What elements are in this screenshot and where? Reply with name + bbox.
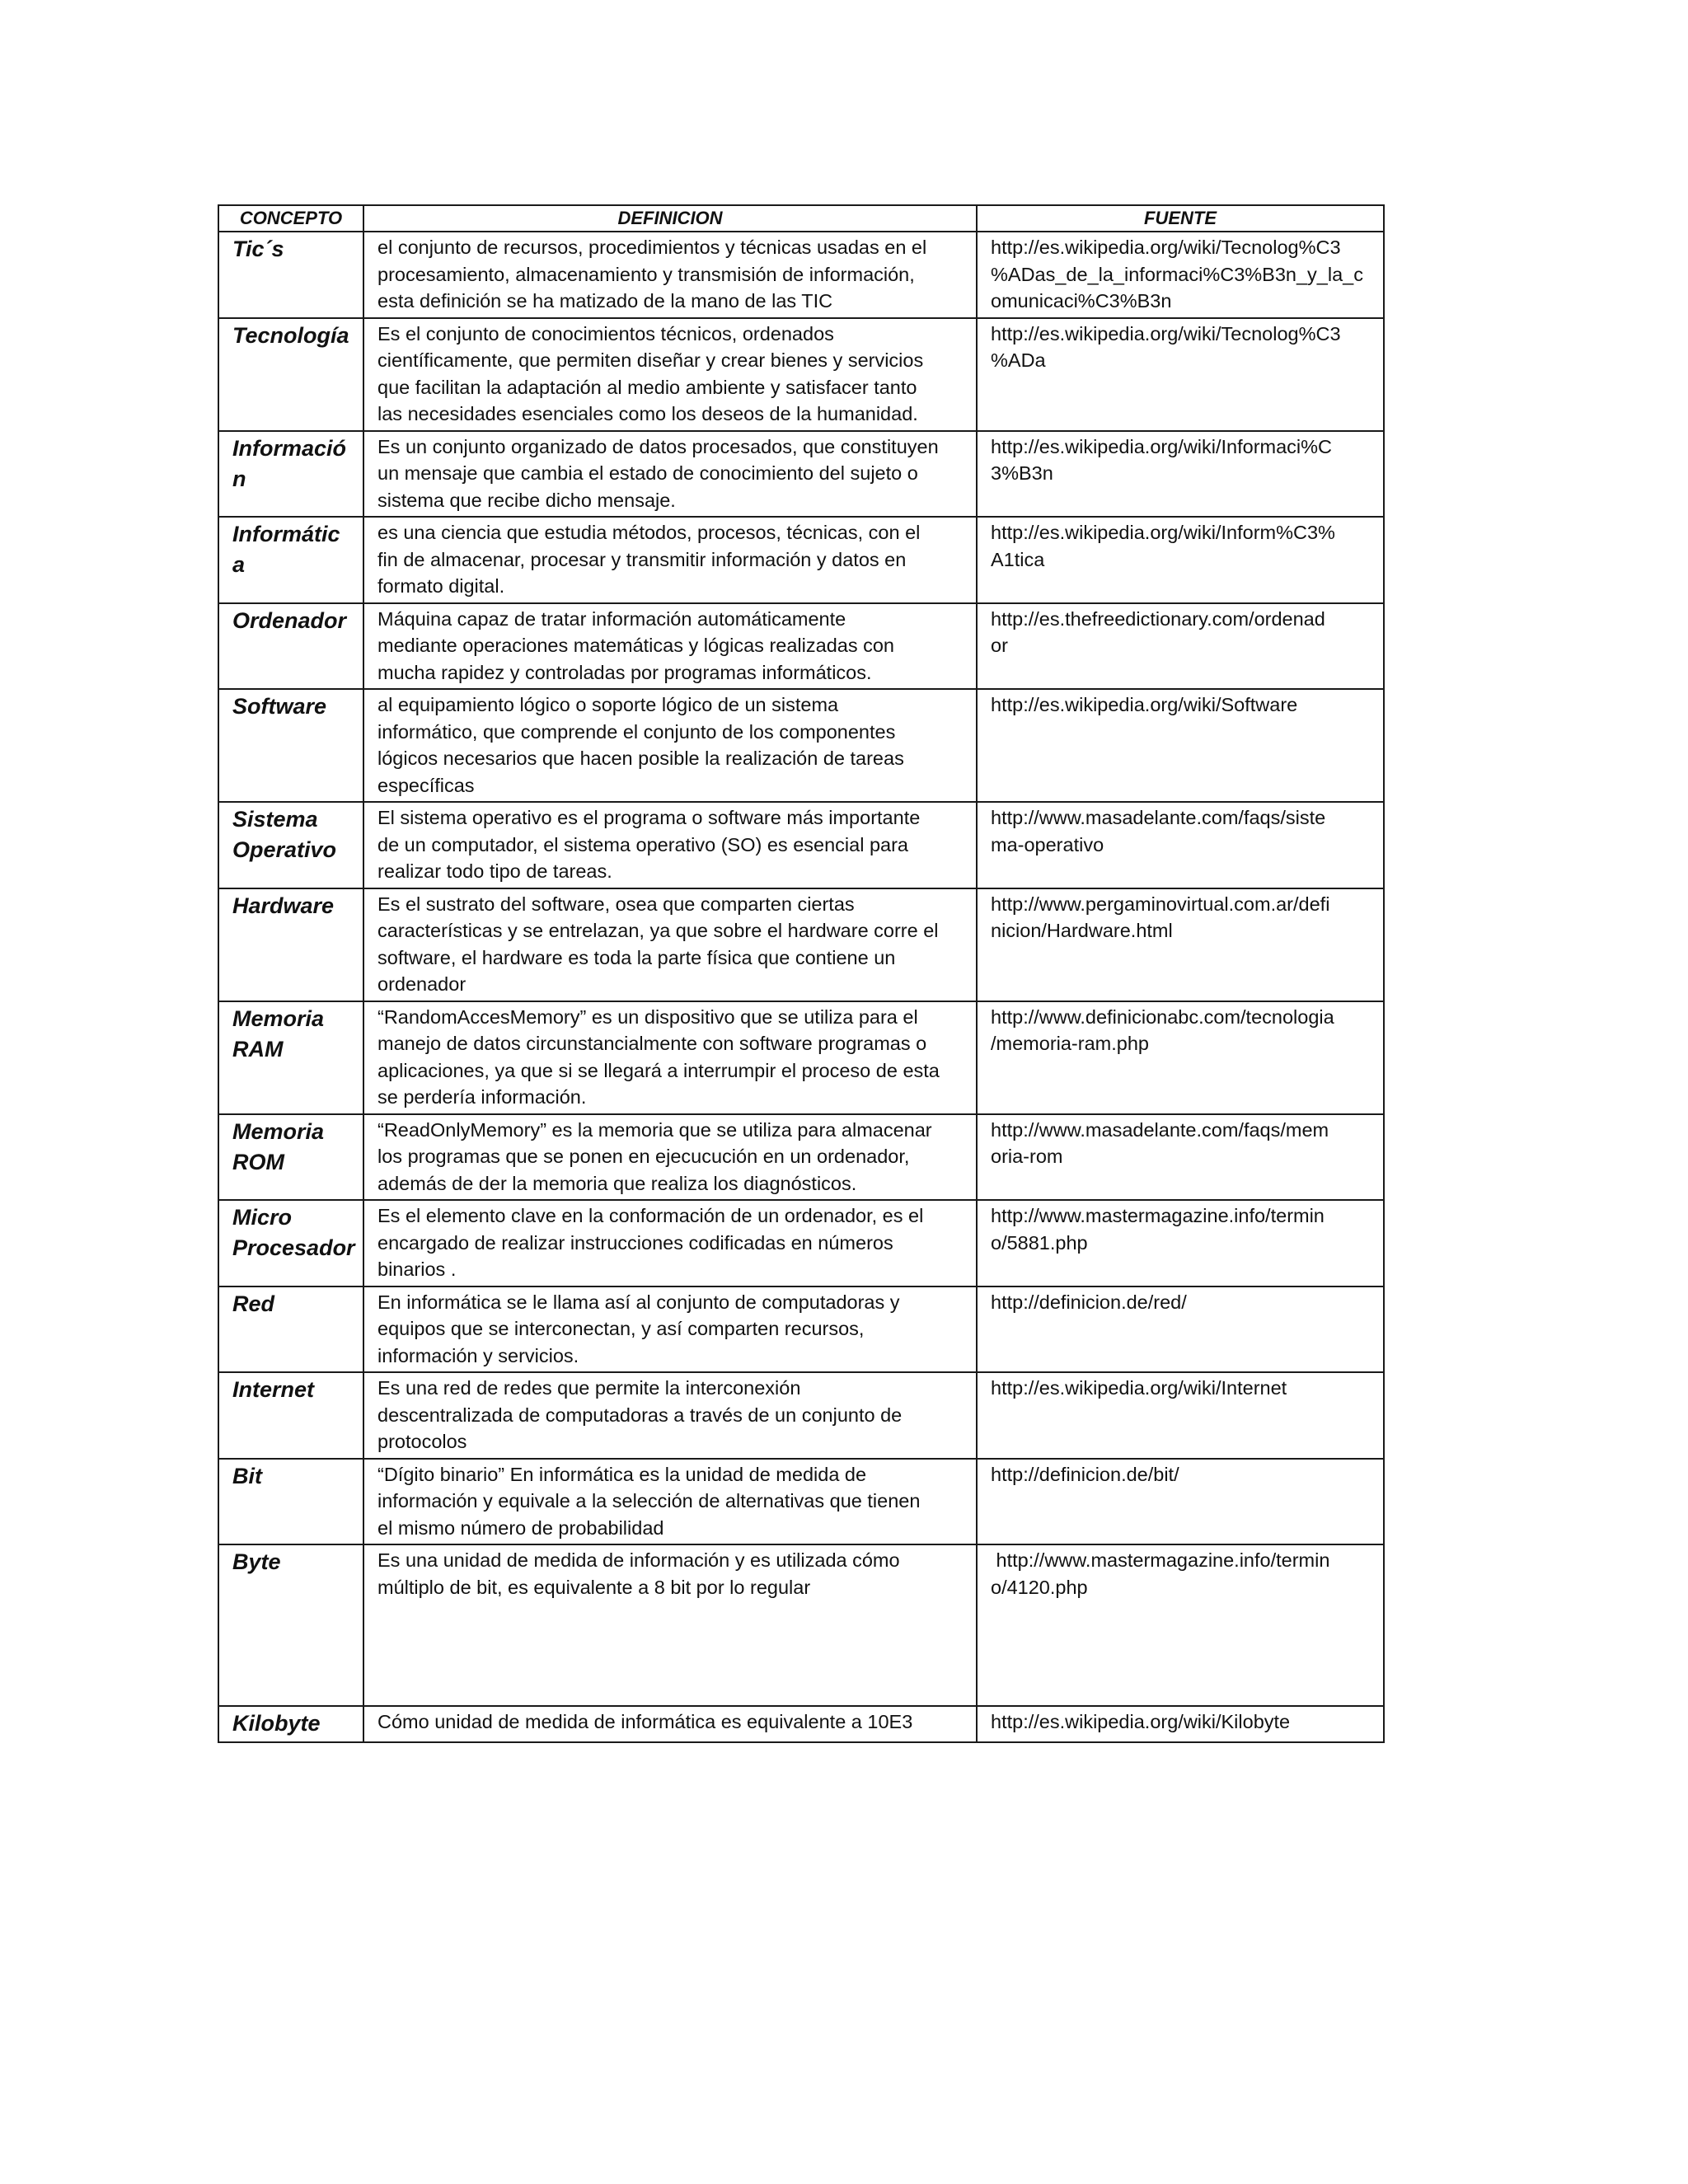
concept-cell — [218, 802, 363, 888]
definition-line: esta definición se ha matizado de la mano de las TIC — [377, 290, 833, 312]
source-line: http://es.wikipedia.org/wiki/Inform%C3% — [991, 522, 1335, 543]
concept-cell — [218, 431, 363, 518]
definition-cell — [363, 1706, 977, 1742]
table-row — [218, 1459, 1384, 1545]
definition-line: los programas que se ponen en ejecucución en un ordenador, — [377, 1146, 910, 1167]
table-row — [218, 1001, 1384, 1114]
definition-line: fin de almacenar, procesar y transmitir información y datos en — [377, 548, 907, 570]
table-body — [218, 232, 1384, 1742]
definition-cell — [363, 431, 977, 518]
source-cell — [977, 1544, 1384, 1706]
definition-line: equipos que se interconectan, y así comparten recursos, — [377, 1318, 865, 1339]
definition-line: se perdería información. — [377, 1086, 587, 1108]
concept-text: Hardware — [232, 893, 335, 918]
table-row — [218, 1200, 1384, 1286]
definition-line: software, el hardware es toda la parte física que contiene un — [377, 946, 896, 968]
source-cell — [977, 888, 1384, 1001]
source-cell — [977, 1459, 1384, 1545]
concept-cell — [218, 1372, 363, 1459]
table-row — [218, 1286, 1384, 1373]
table-row — [218, 517, 1384, 603]
table-row — [218, 232, 1384, 318]
concept-text: Micro Procesador — [232, 1205, 355, 1260]
definition-line: aplicaciones, ya que si se llegará a interrumpir el proceso de esta — [377, 1059, 940, 1081]
source-line: http://www.pergaminovirtual.com.ar/defi — [991, 893, 1330, 915]
definition-line: es una ciencia que estudia métodos, procesos, técnicas, con el — [377, 522, 921, 543]
table-row — [218, 1706, 1384, 1742]
source-line: http://es.wikipedia.org/wiki/Software — [991, 694, 1298, 715]
definition-line: “ReadOnlyMemory” es la memoria que se utiliza para almacenar — [377, 1118, 932, 1141]
table-row — [218, 888, 1384, 1001]
concept-cell — [218, 1706, 363, 1742]
definition-line: el conjunto de recursos, procedimientos y técnicas usadas en el — [377, 237, 927, 258]
definition-cell — [363, 888, 977, 1001]
source-line: http://es.wikipedia.org/wiki/Internet — [991, 1377, 1287, 1399]
concept-text: Tecnología — [232, 322, 349, 348]
concept-cell — [218, 1459, 363, 1545]
definition-line: El sistema operativo es el programa o software más importante — [377, 807, 921, 828]
source-line: http://es.wikipedia.org/wiki/Kilobyte — [991, 1711, 1291, 1732]
source-line: http://es.wikipedia.org/wiki/Tecnolog%C3 — [991, 237, 1341, 258]
concept-text: Memoria ROM — [232, 1118, 325, 1174]
definition-cell — [363, 1286, 977, 1373]
source-line: %ADas_de_la_informaci%C3%B3n_y_la_c — [991, 263, 1363, 285]
definition-line: Máquina capaz de tratar información automáticamente — [377, 607, 846, 630]
source-line: omunicaci%C3%B3n — [991, 290, 1172, 312]
definition-line: Es un conjunto organizado de datos procesados, que constituyen — [377, 435, 939, 457]
definition-line: Es el conjunto de conocimientos técnicos, ordenados — [377, 322, 834, 344]
definition-line: sistema que recibe dicho mensaje. — [377, 489, 676, 511]
source-line: 3%B3n — [991, 462, 1053, 484]
definition-line: que facilitan la adaptación al medio ambiente y satisfacer tanto — [377, 376, 917, 398]
definition-line: Es una red de redes que permite la interconexión — [377, 1377, 801, 1399]
source-line: http://www.masadelante.com/faqs/mem — [991, 1118, 1329, 1141]
definition-line: de un computador, el sistema operativo (SO) es esencial para — [377, 833, 908, 855]
definition-line: protocolos — [377, 1431, 467, 1452]
table-row — [218, 431, 1384, 518]
concept-text: Informació n — [232, 435, 347, 491]
concept-text: Internet — [232, 1377, 315, 1402]
source-line: http://www.masadelante.com/faqs/siste — [991, 807, 1326, 828]
table-row — [218, 1372, 1384, 1459]
definition-cell — [363, 689, 977, 802]
source-line: or — [991, 635, 1008, 656]
concept-text: Byte — [232, 1549, 281, 1574]
header-definition: DEFINICION — [363, 205, 977, 232]
definition-cell — [363, 603, 977, 690]
header-row — [218, 205, 1384, 232]
definition-line: información y servicios. — [377, 1344, 579, 1366]
definition-cell — [363, 318, 977, 431]
concept-text: Informátic a — [232, 522, 340, 577]
concept-text: Software — [232, 694, 327, 719]
definition-line: Es el sustrato del software, osea que comparten ciertas — [377, 893, 855, 915]
concept-text: Red — [232, 1291, 275, 1316]
definition-cell — [363, 517, 977, 603]
definition-line: manejo de datos circunstancialmente con software programas o — [377, 1033, 927, 1054]
definition-line: ordenador — [377, 973, 467, 995]
source-line: A1tica — [991, 548, 1045, 570]
definition-line: científicamente, que permiten diseñar y crear bienes y servicios — [377, 349, 924, 371]
definition-line: mucha rapidez y controladas por programas informáticos. — [377, 661, 872, 683]
concept-cell — [218, 1114, 363, 1201]
definition-cell — [363, 232, 977, 318]
definition-line: al equipamiento lógico o soporte lógico de un sistema — [377, 694, 839, 715]
source-line: o/4120.php — [991, 1576, 1088, 1598]
concept-text: Sistema Operativo — [232, 807, 337, 862]
source-cell — [977, 1372, 1384, 1459]
concept-cell — [218, 1544, 363, 1706]
source-line: http://definicion.de/bit/ — [991, 1463, 1179, 1485]
source-line: http://www.definicionabc.com/tecnologia — [991, 1005, 1334, 1028]
source-cell — [977, 802, 1384, 888]
source-line: http://www.mastermagazine.info/termin — [991, 1205, 1325, 1226]
definition-line: Es una unidad de medida de información y es utilizada cómo — [377, 1549, 900, 1571]
source-cell — [977, 603, 1384, 690]
definition-line: “RandomAccesMemory” es un dispositivo que se utiliza para el — [377, 1005, 918, 1028]
source-line: ma-operativo — [991, 833, 1104, 855]
concept-text: Ordenador — [232, 607, 347, 633]
concept-cell — [218, 1200, 363, 1286]
source-line: http://definicion.de/red/ — [991, 1291, 1187, 1313]
source-cell — [977, 1706, 1384, 1742]
source-line: %ADa — [991, 349, 1046, 371]
table-row — [218, 1544, 1384, 1706]
definition-cell — [363, 1200, 977, 1286]
definition-line: lógicos necesarios que hacen posible la realización de tareas — [377, 748, 904, 769]
definition-cell — [363, 802, 977, 888]
definition-line: Cómo unidad de medida de informática es equivalente a 10E3 — [377, 1711, 913, 1732]
source-line: http://es.thefreedictionary.com/ordenad — [991, 607, 1325, 630]
definition-line: procesamiento, almacenamiento y transmisión de información, — [377, 263, 915, 285]
table-row — [218, 802, 1384, 888]
source-line: http://es.wikipedia.org/wiki/Informaci%C — [991, 435, 1333, 457]
definition-line: binarios . — [377, 1258, 457, 1280]
source-cell — [977, 1286, 1384, 1373]
definition-line: las necesidades esenciales como los deseos de la humanidad. — [377, 403, 918, 424]
concept-text: Kilobyte — [232, 1711, 321, 1736]
source-cell — [977, 1114, 1384, 1201]
concept-text: Tic´s — [232, 237, 284, 261]
definition-line: mediante operaciones matemáticas y lógicas realizadas con — [377, 635, 894, 656]
table-row — [218, 603, 1384, 690]
definition-line: además de der la memoria que realiza los diagnósticos. — [377, 1172, 857, 1194]
source-line: nicion/Hardware.html — [991, 920, 1173, 941]
definition-cell — [363, 1544, 977, 1706]
concept-cell — [218, 1001, 363, 1114]
definition-line: específicas — [377, 774, 475, 796]
definition-cell — [363, 1459, 977, 1545]
source-cell — [977, 318, 1384, 431]
table-row — [218, 318, 1384, 431]
concept-cell — [218, 888, 363, 1001]
concept-cell — [218, 232, 363, 318]
concept-cell — [218, 318, 363, 431]
concept-cell — [218, 603, 363, 690]
source-cell — [977, 1001, 1384, 1114]
source-cell — [977, 232, 1384, 318]
source-line: o/5881.php — [991, 1231, 1088, 1254]
source-line: http://www.mastermagazine.info/termin — [991, 1549, 1330, 1571]
table-row — [218, 689, 1384, 802]
definition-line: En informática se le llama así al conjunto de computadoras y — [377, 1291, 900, 1313]
source-cell — [977, 431, 1384, 518]
source-cell — [977, 1200, 1384, 1286]
definition-line: un mensaje que cambia el estado de conocimiento del sujeto o — [377, 462, 918, 484]
table-row — [218, 1114, 1384, 1201]
concept-text: Memoria RAM — [232, 1005, 325, 1062]
source-line: /memoria-ram.php — [991, 1033, 1149, 1054]
source-line: oria-rom — [991, 1146, 1063, 1167]
concept-cell — [218, 1286, 363, 1373]
glossary-table — [218, 204, 1385, 1743]
definition-cell — [363, 1001, 977, 1114]
definition-line: realizar todo tipo de tareas. — [377, 860, 612, 882]
definition-line: descentralizada de computadoras a través de un conjunto de — [377, 1404, 903, 1426]
definition-line: informático, que comprende el conjunto de los componentes — [377, 720, 896, 743]
source-cell — [977, 517, 1384, 603]
concept-text: Bit — [232, 1463, 262, 1488]
source-cell — [977, 689, 1384, 802]
header-source: FUENTE — [977, 205, 1384, 232]
definition-cell — [363, 1114, 977, 1201]
header-concept: CONCEPTO — [218, 205, 363, 232]
definition-line: el mismo número de probabilidad — [377, 1516, 664, 1539]
definition-line: Es el elemento clave en la conformación de un ordenador, es el — [377, 1205, 924, 1226]
definition-line: formato digital. — [377, 575, 505, 597]
definition-cell — [363, 1372, 977, 1459]
concept-cell — [218, 517, 363, 603]
source-line: http://es.wikipedia.org/wiki/Tecnolog%C3 — [991, 322, 1341, 344]
definition-line: encargado de realizar instrucciones codificadas en números — [377, 1231, 893, 1254]
definition-line: información y equivale a la selección de alternativas que tienen — [377, 1490, 921, 1511]
definition-line: múltiplo de bit, es equivalente a 8 bit por lo regular — [377, 1576, 811, 1598]
concept-cell — [218, 689, 363, 802]
definition-line: “Dígito binario” En informática es la unidad de medida de — [377, 1463, 867, 1485]
definition-line: características y se entrelazan, ya que sobre el hardware corre el — [377, 920, 939, 941]
